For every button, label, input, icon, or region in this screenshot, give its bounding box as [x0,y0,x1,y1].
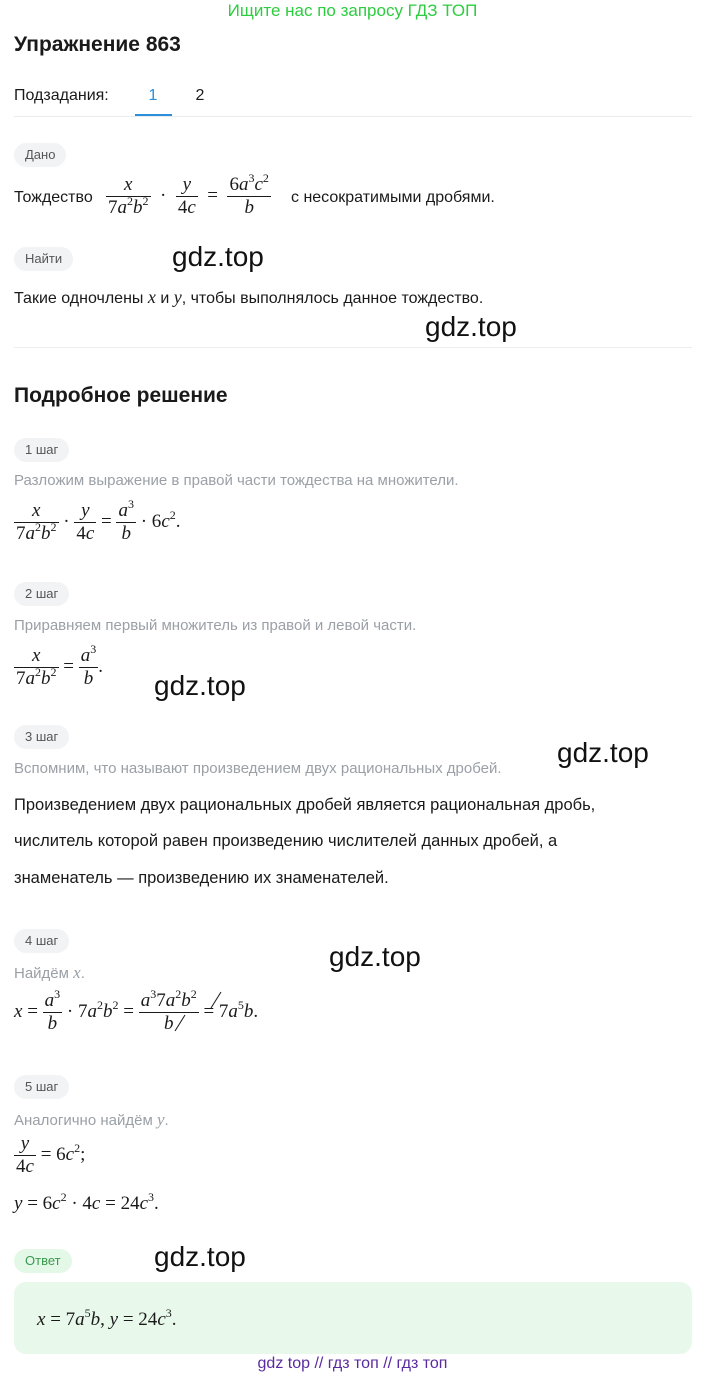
watermark: gdz.top [557,737,649,768]
active-tab-indicator [135,114,172,116]
step-2-chip: 2 шаг [14,582,69,606]
section-divider [14,347,692,348]
solution-heading: Подробное решение [14,384,228,407]
step-1-chip: 1 шаг [14,438,69,462]
step-1-formula: $\frac{x}{7a^2b^2}$ · $\frac{y}{4c}$ = $\frac{a^3}{b}$ · $6c^2$. [16,497,181,544]
footer-links[interactable]: gdz top // гдз топ // гдз топ [257,1355,448,1372]
find-text: Такие одночлены x и y, чтобы выполнялось данное тождество. [14,287,484,307]
watermark: gdz.top [329,941,421,972]
step-3-chip: 3 шаг [14,725,69,749]
subtasks-label: Подзадания: [14,87,109,104]
step-2-text: Приравняем первый множитель из правой и левой части. [14,617,417,634]
step-3-line-3: знаменатель — произведению их знаменателей. [14,869,389,887]
step-4-text: Найдём x. [14,963,85,982]
cancel-mark-denominator [173,1013,187,1033]
tab-subtask-2[interactable]: 2 [195,87,205,104]
step-1-text: Разложим выражение в правой части тождества на множители. [14,472,459,489]
given-prefix: Тождество [14,189,93,206]
tab-subtask-1[interactable]: 1 [148,87,158,104]
given-chip: Дано [14,143,66,167]
step-4-formula: x = $\frac{a^3}{b}$ · $7a^2b^2$ = $\frac{a^37a^2b^2}{b}$ = $7a^5b$. [14,987,259,1034]
step-3-text: Вспомним, что называют произведением двух рациональных дробей. [14,760,502,777]
step-5-chip: 5 шаг [14,1075,69,1099]
step-3-line-2: числитель которой равен произведению числителей данных дробей, а [14,832,558,850]
step-5-text: Аналогично найдём y. [14,1110,169,1129]
answer-chip: Ответ [14,1249,72,1273]
watermark: gdz.top [425,311,517,342]
watermark: gdz.top [172,241,264,272]
promo-banner: Ищите нас по запросу ГДЗ ТОП [227,1,478,20]
given-formula: $\frac{x}{7a^2b^2}$ · $\frac{y}{4c}$ = $\frac{6a^3c^2}{b}$ [108,171,269,218]
answer-formula: $x = 7a^5b$, $y = 24c^3$. [37,1306,177,1330]
watermark: gdz.top [154,1241,246,1272]
tabs-divider [14,116,692,117]
step-4-chip: 4 шаг [14,929,69,953]
step-5-formula-1: $\frac{y}{4c}$ = $6c^2$; [16,1133,86,1177]
step-3-line-1: Произведением двух рациональных дробей является рациональная дробь, [14,796,596,814]
cancel-mark-numerator [209,990,223,1010]
find-chip: Найти [14,247,73,271]
step-5-formula-2: $y = 6c^2 \cdot 4c = 24c^3$. [14,1190,159,1214]
watermark: gdz.top [154,670,246,701]
page-title: Упражнение 863 [14,33,181,56]
step-2-formula: $\frac{x}{7a^2b^2}$ = $\frac{a^3}{b}$ . [16,642,103,689]
given-suffix: с несократимыми дробями. [291,189,495,206]
